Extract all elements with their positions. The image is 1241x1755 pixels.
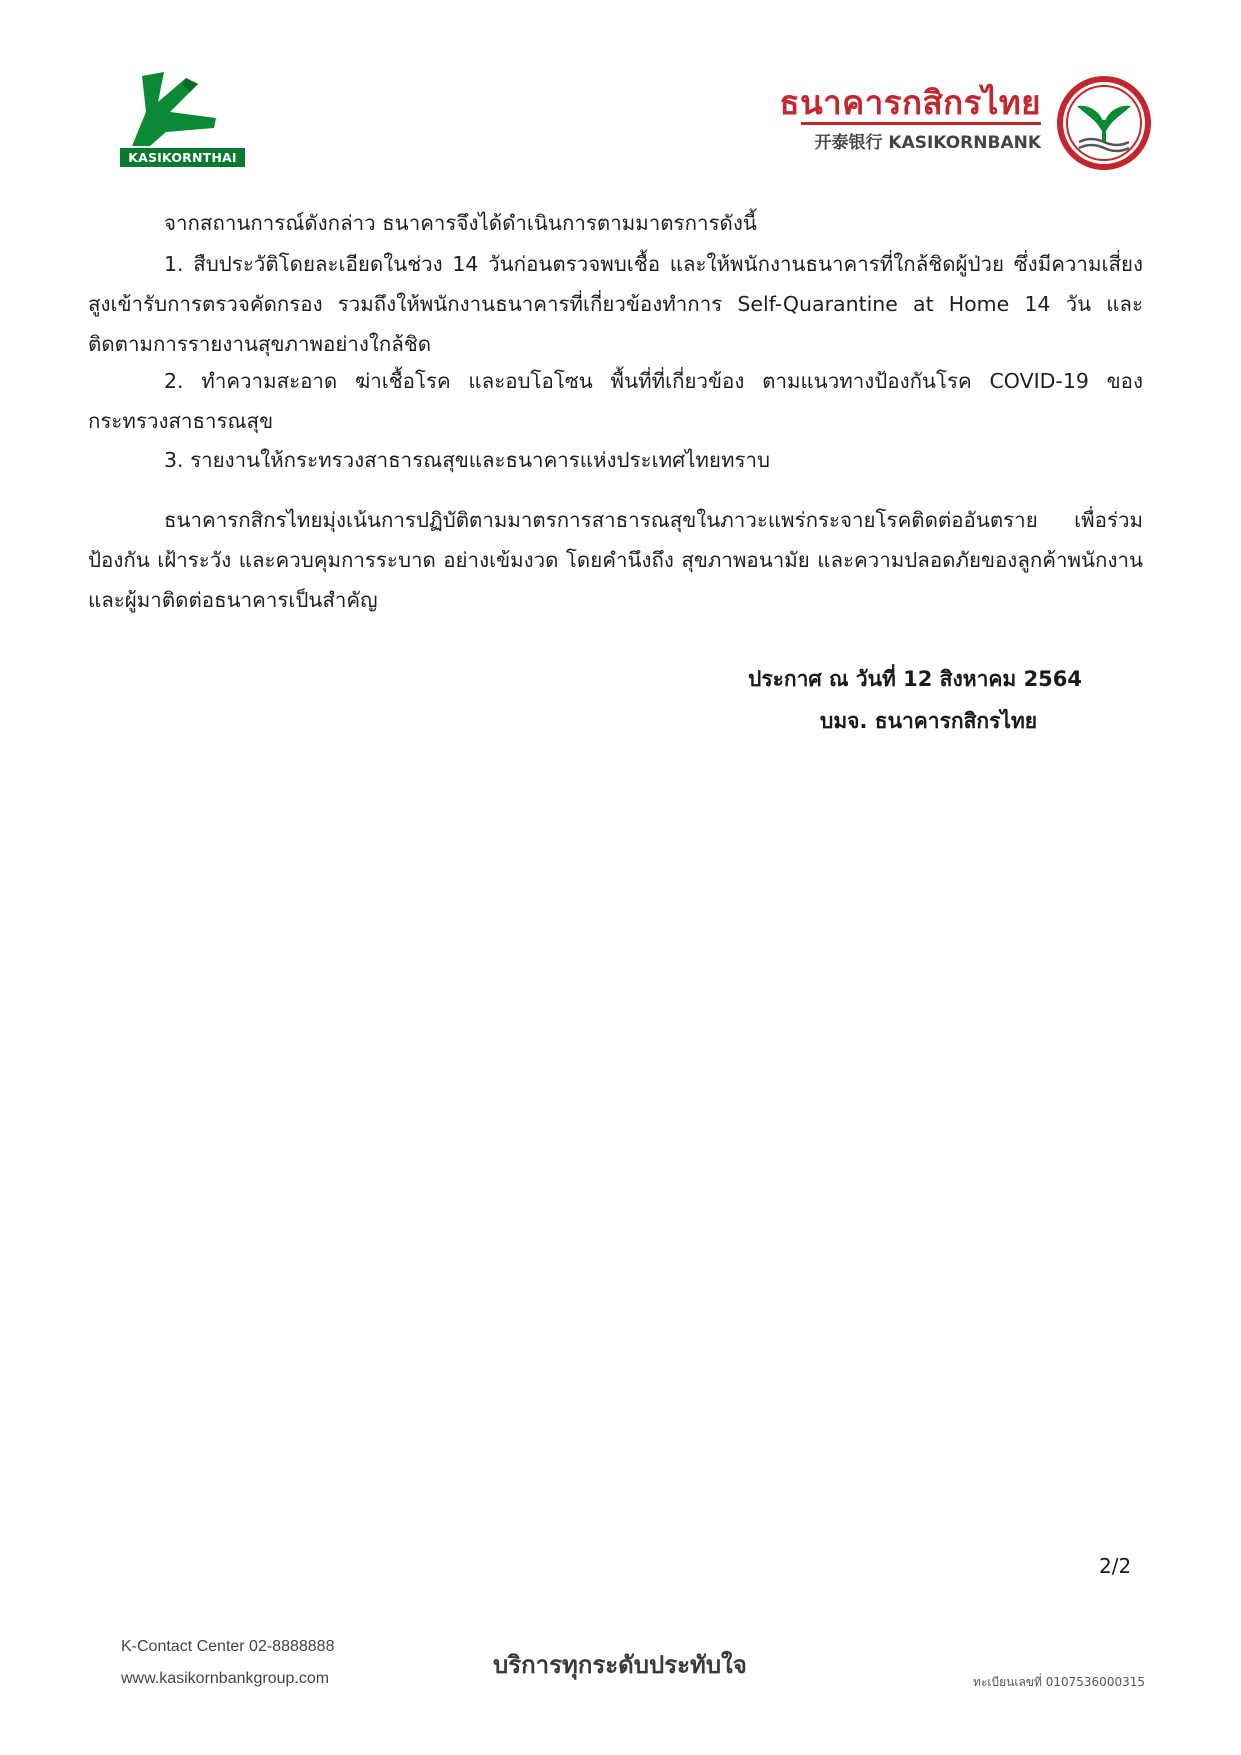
measure-item-1: 1. สืบประวัติโดยละเอียดในช่วง 14 วันก่อนตรวจพบเชื้อ และให้พนักงานธนาคารที่ใกล้ชิดผู้ป่วย ซึ่งมีความเสี่ยงสูงเข้ารับการตรวจคัดกรอง รวมถึงให้พนักงานธนาคารที่เกี่ยวข้องทำการ Self-Quarantine at Home 14 วัน และติดตามการรายงานสุขภาพอย่างใกล้ชิด [88,252,1143,356]
announcement-date: ประกาศ ณ วันที่ 12 สิงหาคม 2564 [748,667,1083,691]
footer-registration-number: ทะเบียนเลขที่ 0107536000315 [973,1675,1145,1689]
footer-website-link[interactable]: www.kasikornbankgroup.com [121,1670,330,1687]
bank-name-english: 开泰银行 KASIKORNBANK [814,133,1041,153]
kbank-emblem-icon [1057,76,1151,170]
measure-item-2: 2. ทำความสะอาด ฆ่าเชื้อโรค และอบโอโซน พื้นที่ที่เกี่ยวข้อง ตามแนวทางป้องกันโรค COVID-19 ของกระทรวงสาธารณสุข [88,369,1143,433]
page-number: 2/2 [1099,1554,1132,1578]
bank-name-thai: ธนาคารกสิกรไทย [779,83,1041,122]
footer-contact-center: K-Contact Center 02-8888888 [121,1638,335,1655]
k-letter-icon [120,72,245,148]
bank-name-underline [801,122,1041,125]
measure-item-3: 3. รายงานให้กระทรวงสาธารณสุขและธนาคารแห่งประเทศไทยทราบ [164,448,770,472]
kasikornthai-label: KASIKORNTHAI [120,148,245,167]
intro-paragraph: จากสถานการณ์ดังกล่าว ธนาคารจึงได้ดำเนินการตามมาตรการดังนี้ [164,211,757,235]
kasikornthai-logo [120,72,245,168]
footer-slogan: บริการทุกระดับประทับใจ [493,1651,747,1679]
announcing-organization: บมจ. ธนาคารกสิกรไทย [820,709,1038,733]
closing-paragraph: ธนาคารกสิกรไทยมุ่งเน้นการปฏิบัติตามมาตรการสาธารณสุขในภาวะแพร่กระจายโรคติดต่ออันตราย เพื่อร่วมป้องกัน เฝ้าระวัง และควบคุมการระบาด อย่างเข้มงวด โดยคำนึงถึง สุขภาพอนามัย และความปลอดภัยของลูกค้าพนักงานและผู้มาติดต่อธนาคารเป็นสำคัญ [88,508,1143,612]
